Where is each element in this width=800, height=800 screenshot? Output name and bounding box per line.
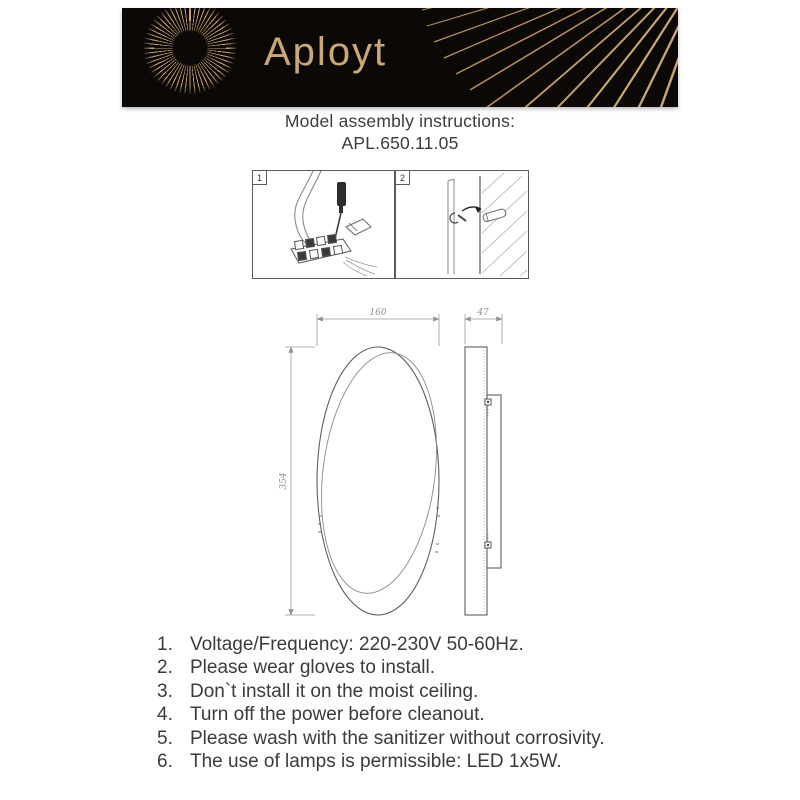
instruction-text: Don`t install it on the moist ceiling. [190, 680, 479, 702]
instruction-text: Please wash with the sanitizer without corrosivity. [190, 727, 605, 749]
technical-drawing [268, 302, 520, 628]
wall-anchor-screw-icon [396, 171, 528, 278]
instruction-list [157, 633, 717, 773]
front-view-marks [318, 508, 440, 552]
assembly-step-1 [252, 170, 395, 279]
model-code: APL.650.11.05 [341, 133, 459, 153]
instruction-number: 1. [157, 634, 173, 655]
document-title: Model assembly instructions: [284, 111, 516, 131]
step-number-badge: 1 [252, 170, 267, 185]
depth-dimension-label: 47 [477, 308, 489, 318]
width-dimension-label: 160 [369, 308, 387, 318]
instruction-item [157, 750, 717, 773]
side-view [465, 347, 501, 615]
dimension-depth [465, 314, 502, 344]
step-number-badge: 2 [395, 170, 410, 185]
height-dimension-label: 354 [279, 472, 289, 490]
instruction-text: Voltage/Frequency: 220-230V 50-60Hz. [190, 634, 524, 655]
instruction-number: 2. [157, 657, 173, 679]
instruction-number: 4. [157, 704, 173, 726]
dimension-width [317, 314, 439, 346]
front-view-outline [317, 347, 439, 615]
instruction-item [157, 703, 717, 726]
rays-decoration-icon [122, 8, 678, 107]
instruction-item [157, 633, 717, 656]
assembly-step-2 [395, 170, 529, 279]
instruction-text: The use of lamps is permissible: LED 1x5W. [190, 751, 562, 773]
instruction-item [157, 727, 717, 750]
brand-banner [122, 8, 678, 107]
instruction-text: Turn off the power before cleanout. [190, 704, 485, 726]
instruction-number: 3. [157, 680, 173, 702]
instruction-item [157, 680, 717, 703]
brand-logotype: Aployt [264, 30, 388, 74]
instruction-number: 6. [157, 751, 173, 773]
instruction-text: Please wear gloves to install. [190, 657, 436, 679]
instruction-item [157, 656, 717, 679]
screwdriver-handle [337, 182, 346, 206]
dimension-height [285, 347, 315, 615]
wiring-terminal-screwdriver-icon [253, 171, 394, 278]
instruction-number: 5. [157, 727, 173, 749]
